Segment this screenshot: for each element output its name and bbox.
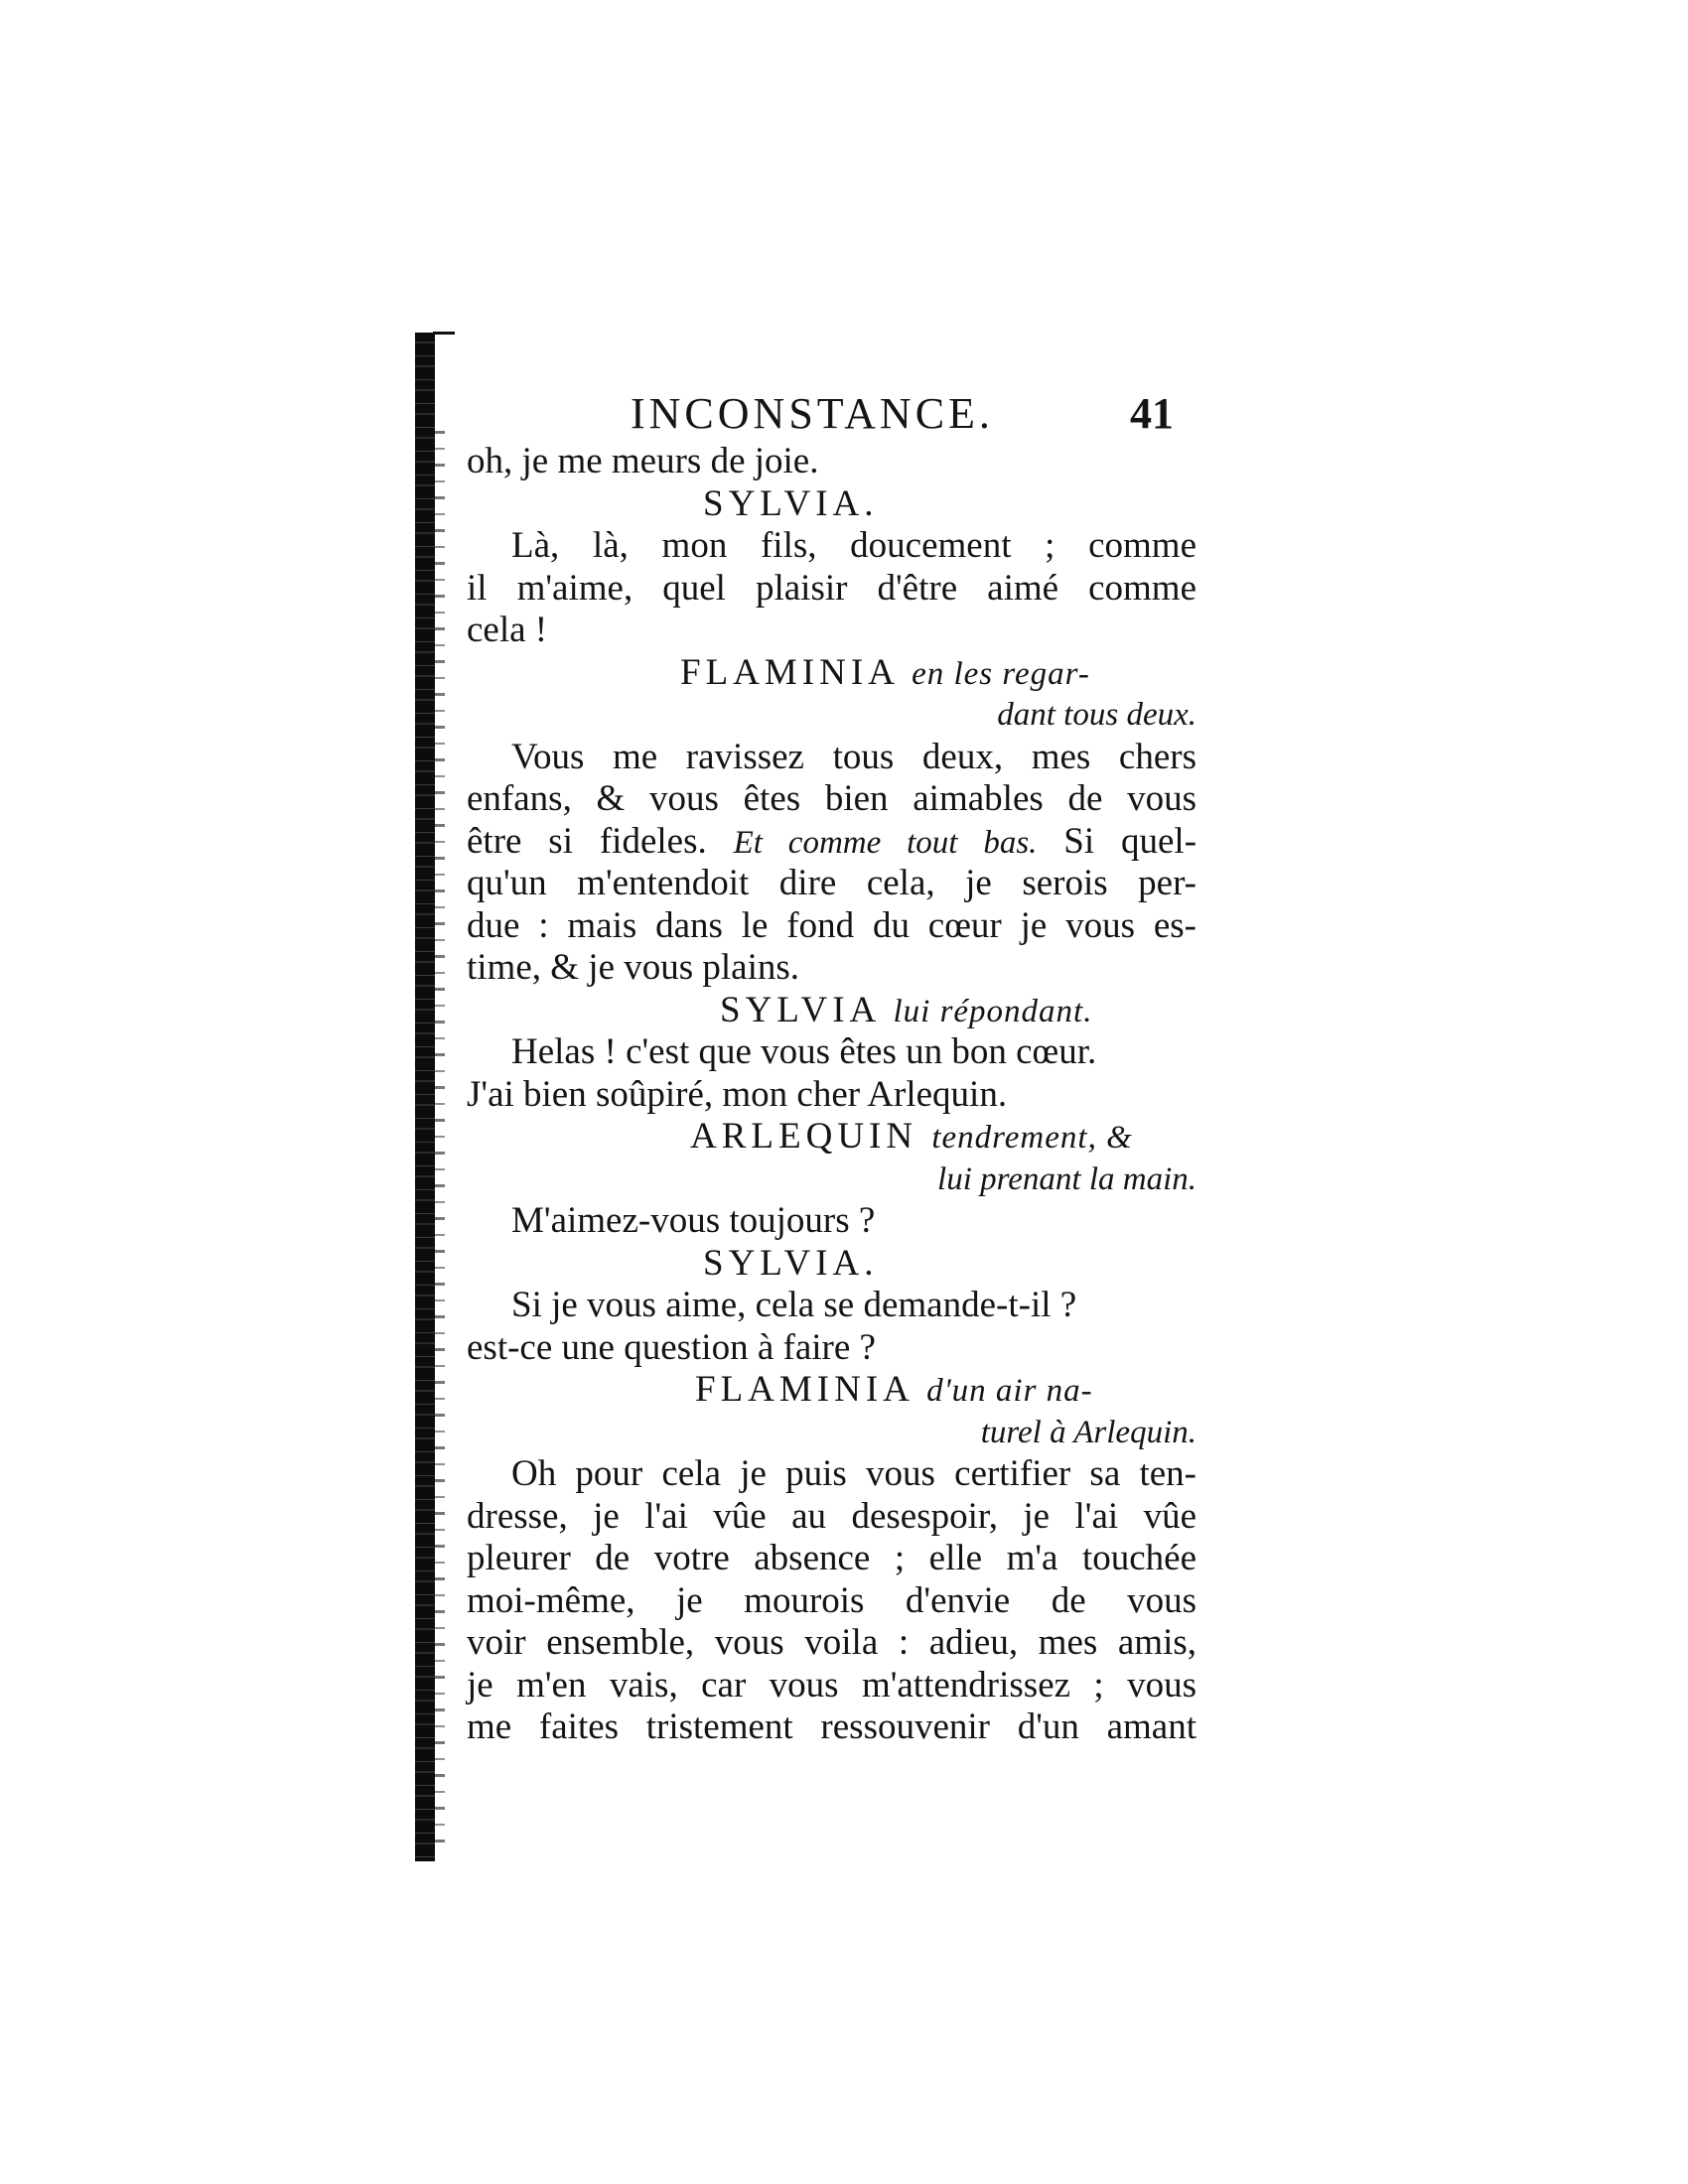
text-line: pleurer de votre absence ; elle m'a touchée xyxy=(467,1538,1196,1578)
stage-direction: en les regar- xyxy=(912,655,1090,692)
text-line: due : mais dans le fond du cœur je vous es- xyxy=(467,904,1196,946)
text-line: Helas ! c'est que vous êtes un bon cœur. xyxy=(511,1031,1097,1072)
text-line: me faites tristement ressouvenir d'un amant xyxy=(467,1706,1196,1747)
text-line: est-ce une question à faire ? xyxy=(467,1326,876,1368)
binding-shadow xyxy=(435,417,445,1856)
text-line: qu'un m'entendoit dire cela, je serois per- xyxy=(467,863,1196,903)
page-number: 41 xyxy=(1130,389,1174,438)
speaker-heading xyxy=(467,483,1196,526)
speaker-name: FLAMINIA xyxy=(680,651,898,693)
text-fragment: être si fideles. xyxy=(467,820,707,862)
speaker-heading xyxy=(467,990,1196,1032)
page-header xyxy=(467,387,1196,441)
text-line: time, & je vous plains. xyxy=(467,947,800,988)
speaker-heading xyxy=(467,1116,1196,1159)
text-line xyxy=(467,821,1196,864)
text-line: oh, je me meurs de joie. xyxy=(467,441,819,481)
stage-direction: d'un air na- xyxy=(926,1373,1093,1409)
text-line: cela ! xyxy=(467,610,548,650)
text-line: Vous me ravissez tous deux, mes chers xyxy=(511,736,1196,777)
text-line: je m'en vais, car vous m'attendrissez ; vous xyxy=(467,1664,1196,1706)
speaker-name: SYLVIA. xyxy=(703,482,879,524)
stage-direction-continued: lui prenant la main. xyxy=(937,1160,1196,1197)
stage-direction-continued: turel à Arlequin. xyxy=(980,1414,1196,1450)
speaker-heading xyxy=(467,1369,1196,1412)
text-line: moi-même, je mourois d'envie de vous xyxy=(467,1579,1196,1621)
play-text xyxy=(467,441,1196,1749)
text-line: voir ensemble, vous voila : adieu, mes amis, xyxy=(467,1622,1196,1663)
book-binding-edge xyxy=(415,333,435,1861)
speaker-name: ARLEQUIN xyxy=(690,1116,918,1157)
running-title: INCONSTANCE. xyxy=(631,389,994,438)
text-fragment: Si quel- xyxy=(1063,820,1197,862)
text-line: Si je vous aime, cela se demande-t-il ? xyxy=(511,1285,1077,1325)
speaker-name: SYLVIA xyxy=(720,989,880,1030)
text-line: M'aimez-vous toujours ? xyxy=(511,1200,876,1241)
text-line: enfans, & vous êtes bien aimables de vous xyxy=(467,778,1196,819)
text-line: il m'aime, quel plaisir d'être aimé comme xyxy=(467,567,1196,609)
text-line: Là, là, mon fils, doucement ; comme xyxy=(511,525,1196,566)
speaker-name: FLAMINIA xyxy=(695,1369,913,1410)
binding-mark xyxy=(433,332,455,335)
inline-stage-direction: Et comme tout bas. xyxy=(733,824,1038,861)
stage-direction: tendrement, & xyxy=(931,1120,1133,1156)
text-line: dresse, je l'ai vûe au desespoir, je l'ai vûe xyxy=(467,1495,1196,1537)
stage-direction-continued: dant tous deux. xyxy=(997,697,1196,733)
speaker-name: SYLVIA. xyxy=(703,1242,879,1284)
speaker-heading xyxy=(467,1243,1196,1286)
speaker-heading xyxy=(467,652,1196,695)
text-line: Oh pour cela je puis vous certifier sa ten- xyxy=(511,1453,1196,1494)
text-line: J'ai bien soûpiré, mon cher Arlequin. xyxy=(467,1073,1008,1115)
stage-direction: lui répondant. xyxy=(893,993,1093,1029)
page-text-block xyxy=(467,387,1196,1749)
